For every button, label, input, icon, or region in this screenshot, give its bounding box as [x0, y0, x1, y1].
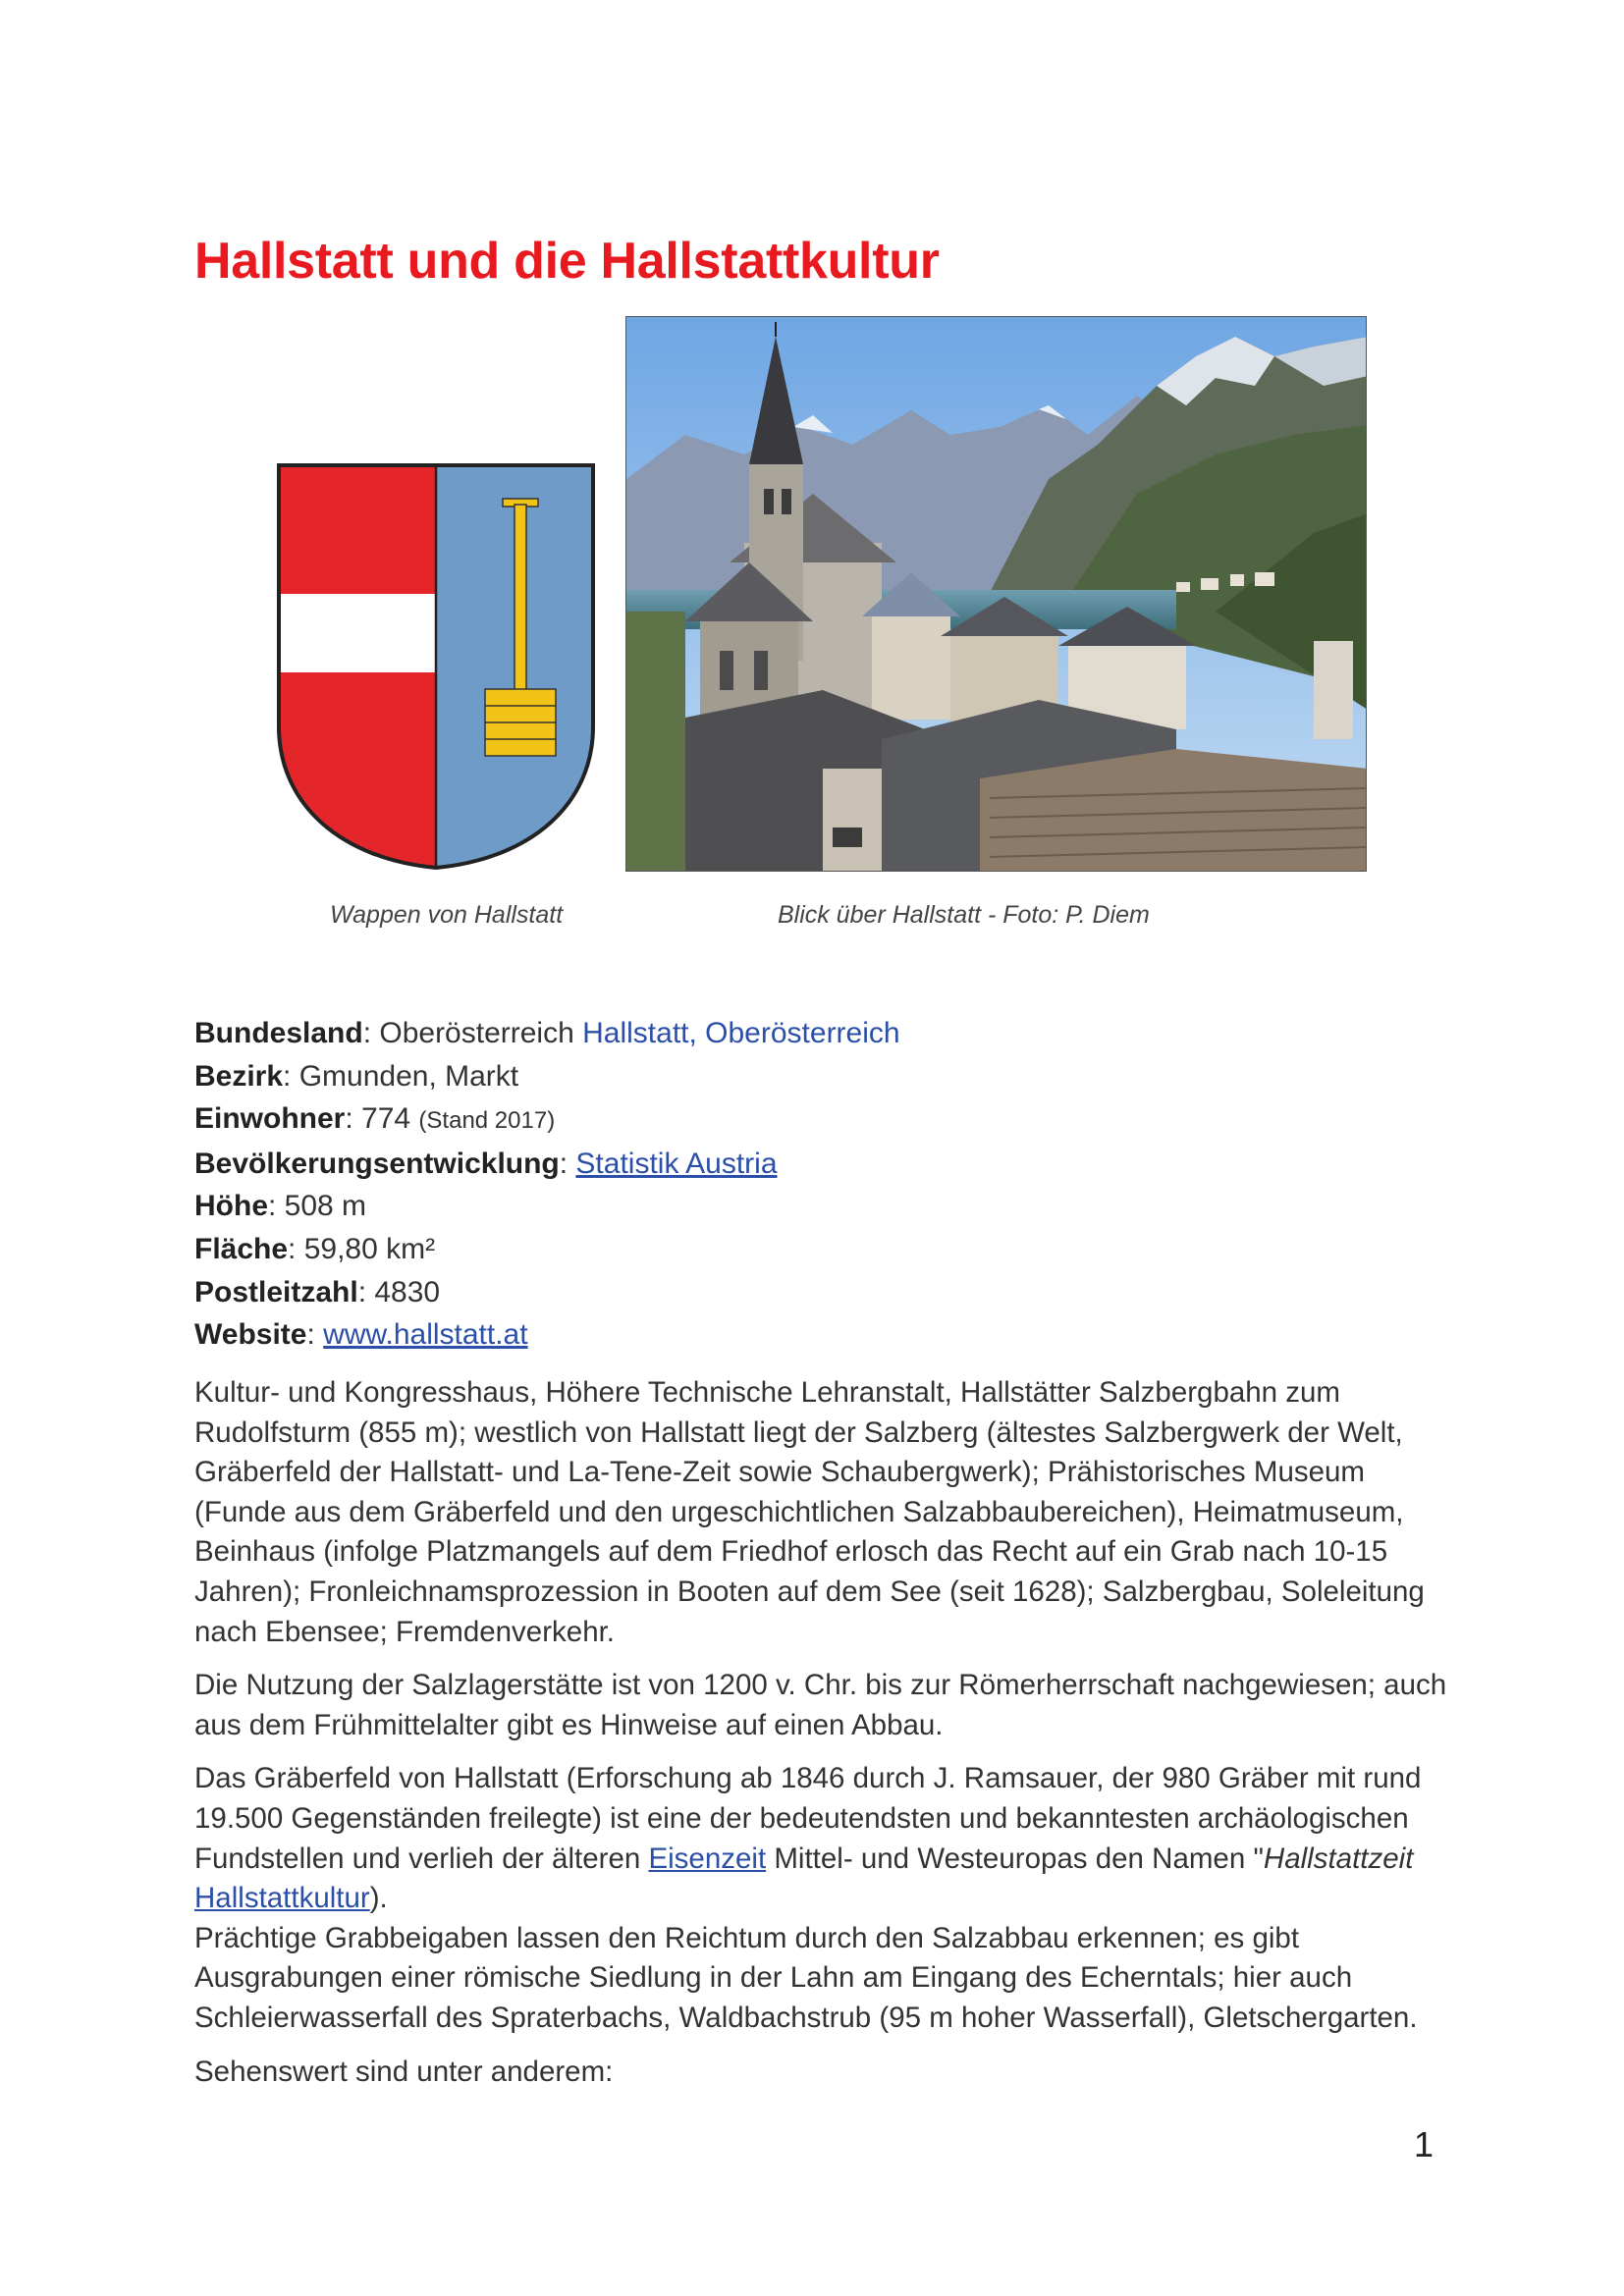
paragraph-1: Kultur- und Kongresshaus, Höhere Technische Lehranstalt, Hallstätter Salzbergbahn zum Rudolfsturm (855 m); westlich von Hallstatt liegt der Salzberg (ältestes Salzbergwerk der Welt, Gräberfeld der Hallstatt- und La-Tene-Zeit sowie Schaubergwerk); Prähistorisches Museum (Funde aus dem Gräberfeld und den urgeschichtlichen Salzabbaubereichen), Heimatmuseum, Beinhaus (infolge Platzmangels auf dem Friedhof erlosch das Recht auf ein Grab nach 10-15 Jahren); Fronleichnamsprozession in Booten auf dem See (seit 1628); Salzbergbau, Soleleitung nach Ebensee; Fremdenverkehr. [194, 1376, 1425, 1648]
eisenzeit-link[interactable]: Eisenzeit [648, 1842, 767, 1875]
paragraph-3b: Prächtige Grabbeigaben lassen den Reichtum durch den Salzabbau erkennen; es gibt Ausgrabungen einer römische Siedlung in der Lahn am Eingang des Echerntals; hier auch Schleierwasserfall des Spraterbachs, Waldbachstrub (95 m hoher Wasserfall), Gletschergarten. [194, 1921, 1418, 2034]
facts-list [194, 1012, 900, 1357]
paragraph-3: Das Gräberfeld von Hallstatt (Erforschung ab 1846 durch J. Ramsauer, der 980 Gräber mit rund 19.500 Gegenständen freilegte) ist eine der bedeutendsten und bekanntesten archäologischen Fundstellen und verlieh der älteren Eisenzeit Mittel- und Westeuropas den Namen "Hallstattzeit Hallstattkultur). [194, 1762, 1422, 1915]
fact-flaeche: Fläche: 59,80 km² [194, 1232, 436, 1265]
website-link[interactable]: www.hallstatt.at [323, 1318, 528, 1352]
bundesland-link[interactable]: Hallstatt, Oberösterreich [582, 1017, 900, 1049]
photo-scene [626, 317, 1367, 872]
coat-of-arms-caption: Wappen von Hallstatt [330, 901, 564, 929]
fact-hoehe: Höhe: 508 m [194, 1190, 367, 1223]
fact-bundesland: Bundesland: Oberösterreich Hallstatt, Oberösterreich [194, 1017, 900, 1049]
coat-of-arms-image [275, 461, 597, 872]
fact-website: Website: www.hallstatt.at [194, 1318, 528, 1352]
fact-einwohner: Einwohner: 774 (Stand 2017) [194, 1102, 556, 1136]
hallstattkultur-link[interactable]: Hallstattkultur [194, 1882, 370, 1915]
body-text [194, 1373, 1451, 2106]
hallstatt-photo [625, 316, 1367, 872]
statistik-austria-link[interactable]: Statistik Austria [575, 1147, 778, 1180]
fact-bevoelkerung: Bevölkerungsentwicklung: Statistik Austria [194, 1147, 778, 1180]
page-number: 1 [1414, 2124, 1435, 2164]
paragraph-2: Die Nutzung der Salzlagerstätte ist von 1200 v. Chr. bis zur Römerherrschaft nachgewiesen; auch aus dem Frühmittelalter gibt es Hinweise auf einen Abbau. [194, 1669, 1447, 1741]
fact-bezirk: Bezirk: Gmunden, Markt [194, 1059, 519, 1093]
photo-caption: Blick über Hallstatt - Foto: P. Diem [778, 901, 1150, 929]
fact-plz: Postleitzahl: 4830 [194, 1275, 441, 1308]
page-title: Hallstatt und die Hallstattkultur [194, 233, 940, 290]
paragraph-4: Sehenswert sind unter anderem: [194, 2055, 614, 2088]
